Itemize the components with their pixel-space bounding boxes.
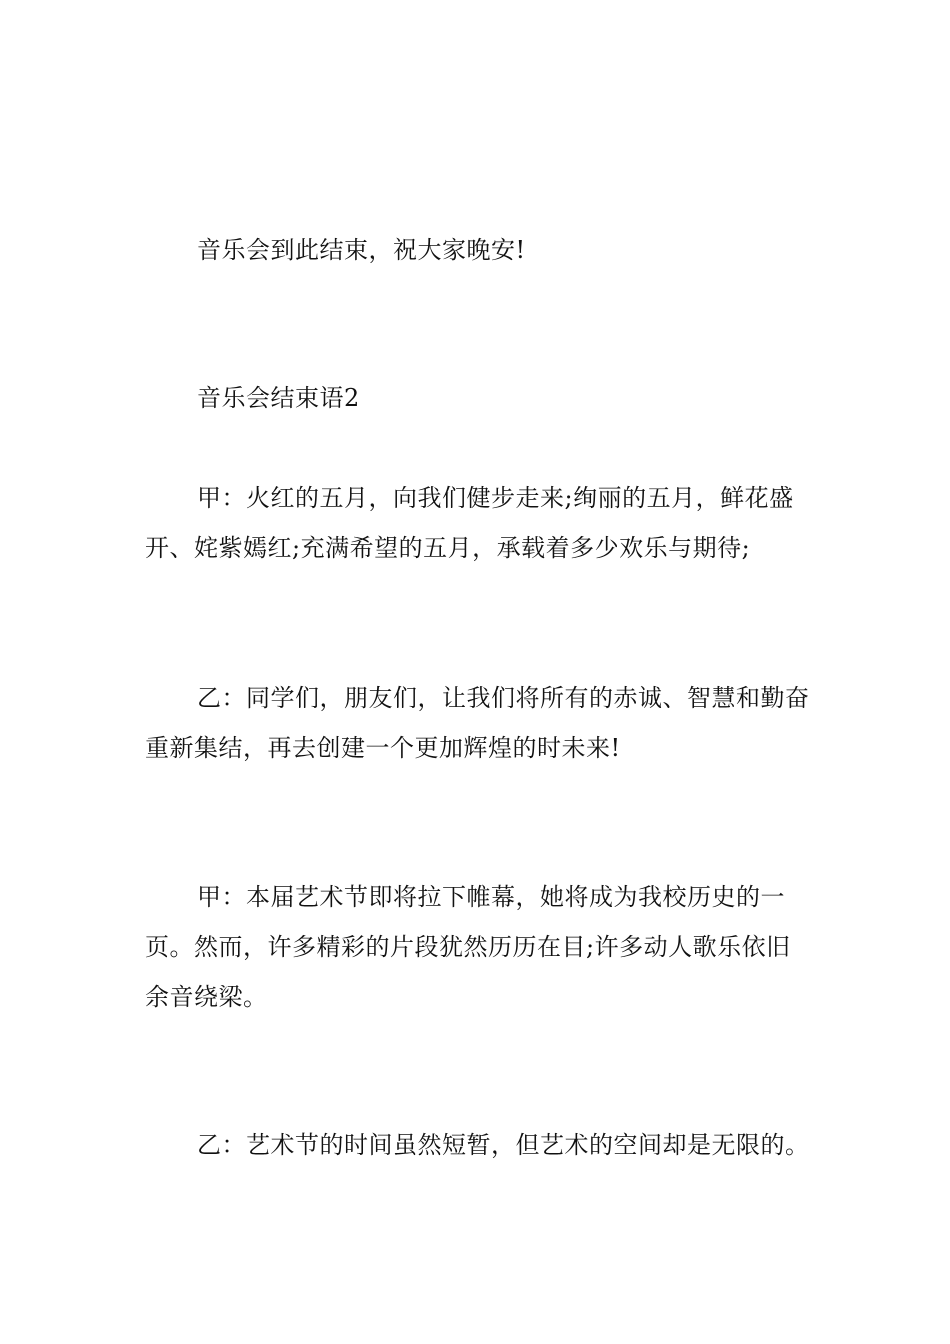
paragraph-speaker-b-1: 乙：同学们，朋友们，让我们将所有的赤诚、智慧和勤奋重新集结，再去创建一个更加辉煌的时未来! <box>145 684 810 762</box>
closing-line: 音乐会到此结束，祝大家晚安! <box>197 236 526 264</box>
section-heading: 音乐会结束语2 <box>197 384 360 412</box>
paragraph-speaker-b-2: 乙：艺术节的时间虽然短暂，但艺术的空间却是无限的。 <box>197 1131 810 1159</box>
paragraph-speaker-a-2: 甲：本届艺术节即将拉下帷幕，她将成为我校历史的一页。然而，许多精彩的片段犹然历历在目;许多动人歌乐依旧余音绕梁。 <box>145 883 791 1011</box>
paragraph-speaker-a-1: 甲：火红的五月，向我们健步走来;绚丽的五月，鲜花盛开、姹紫嫣红;充满希望的五月，承载着多少欢乐与期待; <box>145 484 794 562</box>
